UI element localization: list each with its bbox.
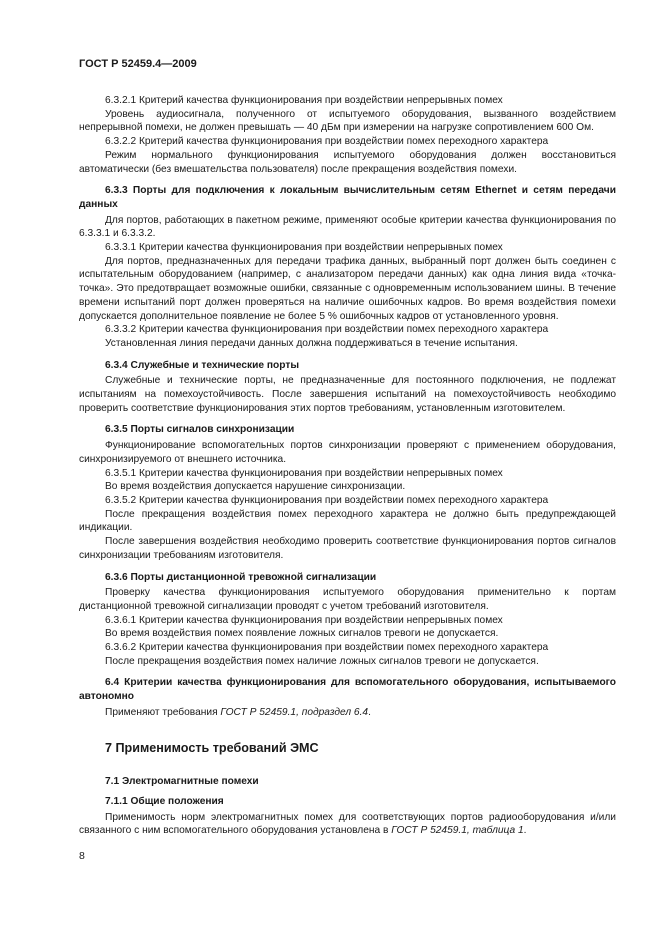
clause-6-3-2-2: 6.3.2.2 Критерий качества функционирования при воздействии помех переходного характера [105,136,549,148]
paragraph-7-1-1 [79,811,616,838]
document-code-header: ГОСТ Р 52459.4—2009 [79,58,197,70]
heading-7-1-1: 7.1.1 Общие положения [105,795,224,807]
clause-6-3-5-1: 6.3.5.1 Критерии качества функционирования при воздействии непрерывных помех [105,467,503,479]
paragraph: Уровень аудиосигнала, полученного от испытуемого оборудования, вызванного воздействием непрерывной помехи, не должен превышать — 40 дБм при измерении на нагрузке сопротивлением 600 Ом. [79,108,616,134]
paragraph-6-4 [79,706,616,720]
paragraph: Установленная линия передачи данных должна поддерживаться в течение испытания. [105,337,518,349]
text: . [368,706,371,718]
paragraph: Во время воздействия допускается нарушение синхронизации. [105,481,406,493]
clause-6-3-3-2: 6.3.3.2 Критерии качества функционирования при воздействии помех переходного характера [105,324,549,336]
paragraph: Режим нормального функционирования испытуемого оборудования должен восстановиться автоматически (без вмешательства пользователя) после прекращения воздействия помехи. [79,149,616,175]
paragraph: После прекращения воздействия помех наличие ложных сигналов тревоги не допускается. [105,655,539,667]
clause-6-3-2-1: 6.3.2.1 Критерий качества функционирования при воздействии непрерывных помех [105,95,503,106]
paragraph: Служебные и технические порты, не предназначенные для постоянного подключения, не подлежат испытаниям на помехоустойчивость. После завершения испытаний на помехоустойчивость необходимо проверить соответствие функционирования этих портов требованиям, установленным изготовителем. [79,375,616,414]
reference-gost-52459-1: ГОСТ Р 52459.1, подраздел 6.4 [220,706,369,718]
paragraph: Для портов, предназначенных для передачи трафика данных, выбранный порт должен быть соединен с испытательным оборудованием (например, с анализатором передачи данных) как одна линия вида «точка-точка». Это предотвращает возможные ошибки, связанные с одновременным использованием шины. В течение времени испытаний порт должен проверяться на наличие ошибочных кадров. Во время воздействия помехи допускается дополнительное появление не более 5 % ошибочных кадров от установленного уровня. [79,255,616,322]
page-number: 8 [79,850,85,862]
reference-gost-52459-1-table: ГОСТ Р 52459.1, таблица 1 [391,825,524,837]
chapter-7-heading: 7 Применимость требований ЭМС [105,740,319,755]
text: . [523,825,527,837]
clause-6-3-3-1: 6.3.3.1 Критерии качества функционирования при воздействии непрерывных помех [105,242,503,254]
paragraph: Проверку качества функционирования испытуемого оборудования применительно к портам дистанционной тревожной сигнализации проводят с учетом требований изготовителя. [79,587,616,612]
paragraph: После прекращения воздействия помех переходного характера не должно быть предупреждающей индикации. [79,508,616,534]
paragraph: Для портов, работающих в пакетном режиме, применяют особые критерии качества функционирования по 6.3.3.1 и 6.3.3.2. [79,214,616,240]
paragraph: После завершения воздействия необходимо проверить соответствие функционирования портов сигналов синхронизации требованиям изготовителя. [79,536,616,561]
heading-7-1: 7.1 Электромагнитные помехи [105,776,259,788]
clause-6-3-6-2: 6.3.6.2 Критерии качества функционирования при воздействии помех переходного характера [105,642,549,654]
heading-6-3-5: 6.3.5 Порты сигналов синхронизации [105,424,295,436]
text: Применяют требования [105,706,221,718]
text: Применимость норм электромагнитных помех для соответствующих портов радиооборудования и/или связанного с ним вспомогательного оборудования установлена в [79,811,616,837]
document-body [79,94,616,838]
clause-6-3-6-1: 6.3.6.1 Критерии качества функционирования при воздействии непрерывных помех [105,614,503,626]
heading-6-3-6: 6.3.6 Порты дистанционной тревожной сигнализации [105,571,377,583]
heading-6-4: 6.4 Критерии качества функционирования для вспомогательного оборудования, испытываемого автономно [79,677,616,703]
heading-6-3-3: 6.3.3 Порты для подключения к локальным вычислительным сетям Ethernet и сетям передачи данных [79,185,616,210]
heading-6-3-4: 6.3.4 Служебные и технические порты [105,359,300,371]
paragraph: Во время воздействия помех появление ложных сигналов тревоги не допускается. [105,628,499,640]
clause-6-3-5-2: 6.3.5.2 Критерии качества функционирования при воздействии помех переходного характера [105,494,549,506]
paragraph: Функционирование вспомогательных портов синхронизации проверяют с применением оборудования, синхронизируемого от внешнего источника. [79,440,616,465]
